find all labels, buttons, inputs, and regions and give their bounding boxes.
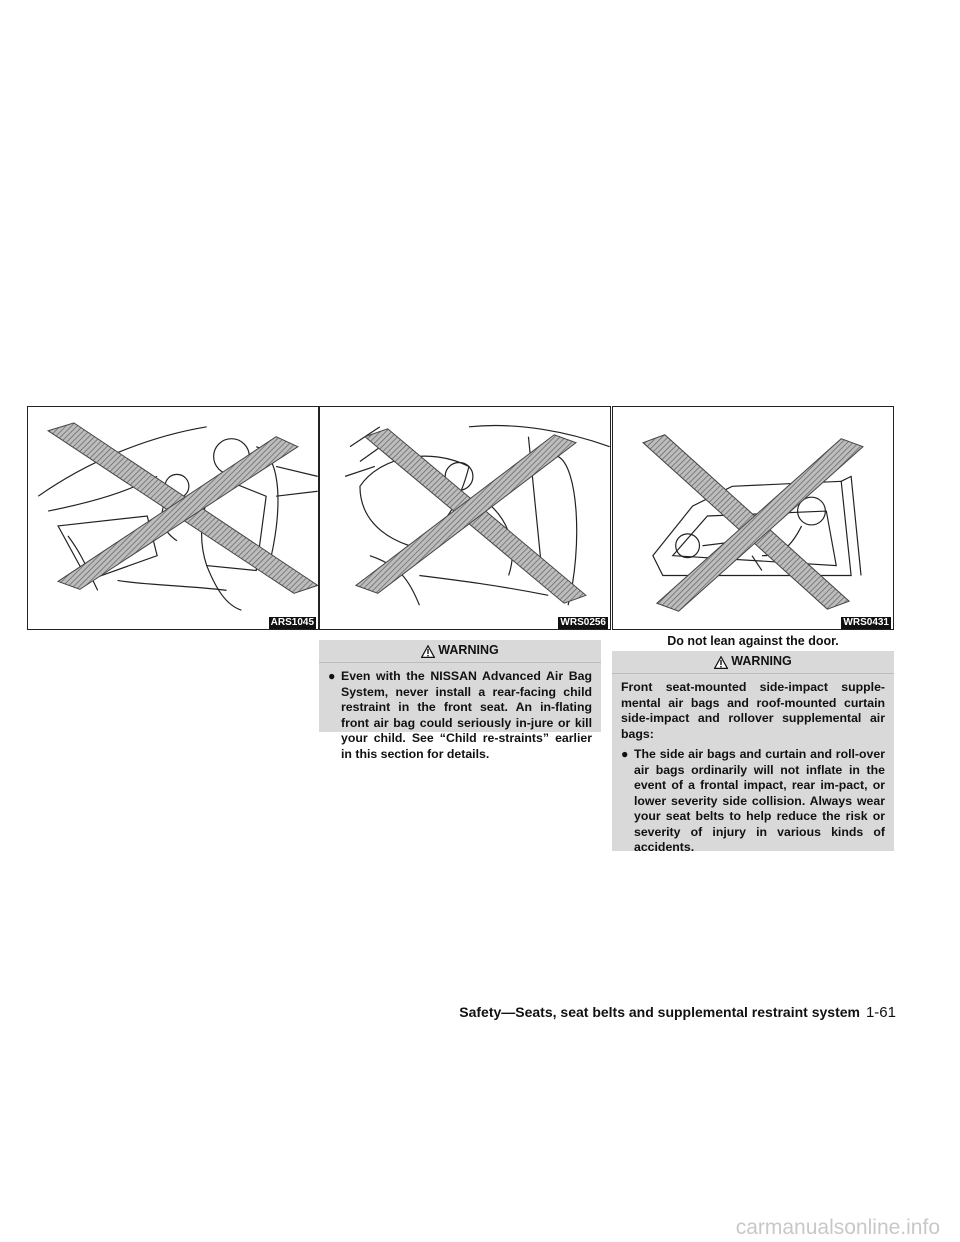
warning-bullet — [621, 747, 885, 856]
watermark-text: carmanualsonline.info — [735, 1216, 940, 1239]
warning-box-side-airbags — [612, 651, 894, 854]
watermark-bar — [0, 1210, 960, 1242]
figure-child-on-lap — [27, 406, 319, 630]
figure-code: ARS1045 — [270, 617, 314, 628]
warning-bullet-text: The side air bags and curtain and roll-over air bags ordinarily will not inflate in the event of a frontal impact, rear im-pact, or lower severity side collision. Always wear your seat belts to help reduce the risk or severity of injury in various kinds of accidents. — [634, 747, 885, 854]
figure-code: WRS0431 — [843, 617, 889, 628]
section-title: Safety—Seats, seat belts and supplemental restraint system — [459, 1004, 860, 1020]
warning-bullet — [328, 669, 592, 762]
warning-header — [319, 640, 601, 663]
figure-caption: Do not lean against the door. — [667, 634, 839, 648]
page-footer — [459, 1004, 896, 1021]
warning-bullet-text: Even with the NISSAN Advanced Air Bag System, never install a rear-facing child restraint in the front seat. An in-flating front air bag could seriously in-jure or kill your child. See “Child re-straints” earlier in this section for details. — [341, 669, 592, 761]
warning-body — [319, 663, 601, 770]
figure-code: WRS0256 — [560, 617, 606, 628]
warning-triangle-icon — [421, 645, 435, 658]
warning-title: WARNING — [438, 643, 499, 658]
warning-triangle-icon — [714, 656, 728, 669]
warning-box-child-restraint — [319, 640, 601, 761]
warning-title: WARNING — [731, 654, 792, 669]
bullet-icon: ● — [621, 747, 629, 761]
bullet-icon: ● — [328, 669, 336, 683]
warning-intro: Front seat-mounted side-impact supple-mental air bags and roof-mounted curtain side-impact and rollover supplemental air bags: — [621, 680, 885, 741]
illustration-child-on-lap — [28, 407, 318, 629]
illustration-lean-door — [613, 407, 893, 629]
figure-lean-door — [612, 406, 894, 630]
warning-header — [612, 651, 894, 674]
illustration-rear-facing-seat — [320, 407, 610, 629]
figure-rear-facing-seat — [319, 406, 611, 630]
warning-body — [612, 674, 894, 864]
page-number: 1-61 — [865, 1004, 896, 1021]
